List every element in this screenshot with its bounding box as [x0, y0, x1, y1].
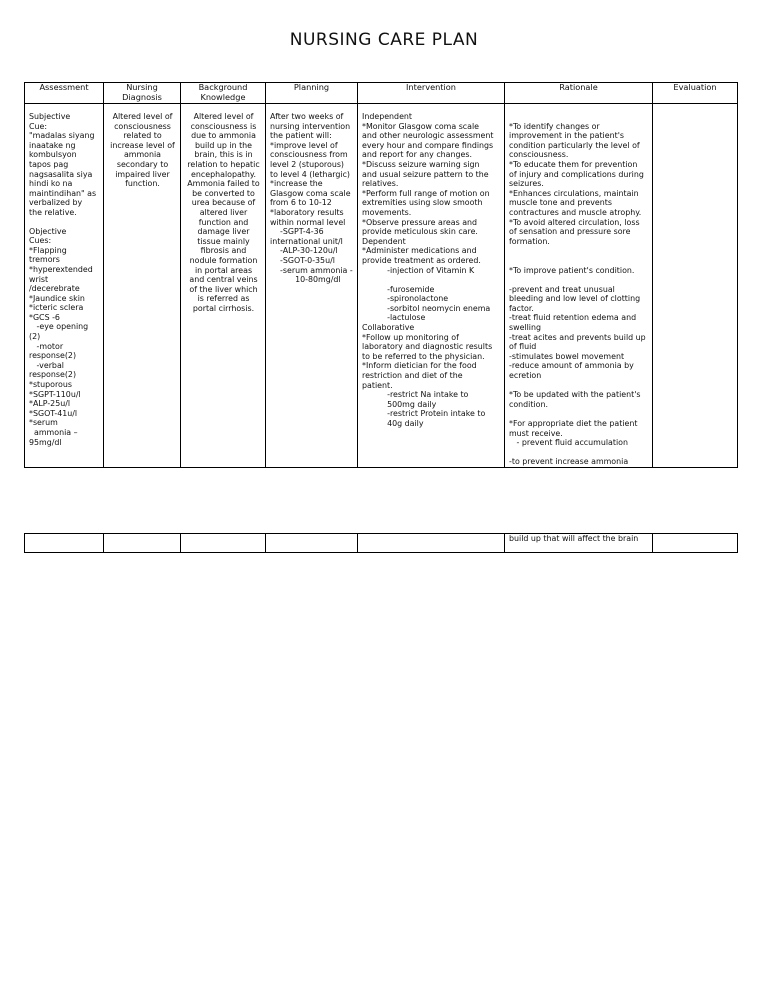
cell-assessment	[25, 104, 104, 468]
continuation-table	[24, 533, 738, 553]
header-nursing-diagnosis: Nursing Diagnosis	[104, 83, 181, 104]
header-background-knowledge: Background Knowledge	[181, 83, 266, 104]
cell-evaluation	[653, 104, 738, 468]
continuation-rationale: build up that will affect the brain	[505, 534, 653, 553]
assessment-subjective: Subjective Cue: "madalas siyang inaatake ng kombulsyon tapos pag nagsasalita siya hindi ko na maintindihan" as verbalized by the relative.	[29, 112, 97, 217]
assessment-objective: Objective Cues: *Flapping tremors *hyperextended wrist /decerebrate *Jaundice skin *icteric sclera *GCS -6 -eye opening (2) -motor response(2) -verbal response(2) *stuporous *SGPT-110u/l *ALP-25u/l *SGOT-41u/l *serum ammonia – 95mg/dl	[29, 226, 93, 447]
header-planning: Planning	[266, 83, 358, 104]
header-evaluation: Evaluation	[653, 83, 738, 104]
care-plan-table	[24, 82, 738, 468]
header-rationale: Rationale	[505, 83, 653, 104]
cell-intervention: Independent *Monitor Glasgow coma scale and other neurologic assessment every hour and compare findings and report for any changes. *Discuss seizure warning sign and usual seizure pattern to the relatives. *Perform full range of motion on extremities using slow smooth movements. *Observe pressure areas and provide meticulous skin care. Dependent *Administer medications and provide treatment as ordered. -injection of Vitamin K -furosemide -spironolactone -sorbitol neomycin enema -lactulose Collaborative *Follow up monitoring of laboratory and diagnostic results to be referred to the physician. *Inform dietician for the food restriction and diet of the patient. -restrict Na intake to 500mg daily -restrict Protein intake to 40g daily	[358, 104, 505, 468]
cell-planning: After two weeks of nursing intervention the patient will: *improve level of consciousness from level 2 (stuporous) to level 4 (lethargic) *increase the Glasgow coma scale from 6 to 10-12 *laboratory results within normal level -SGPT-4-36 international unit/l -ALP-30-120u/l -SGOT-0-35u/l -serum ammonia - 10-80mg/dl	[266, 104, 358, 468]
page-title: NURSING CARE PLAN	[289, 30, 479, 50]
header-intervention: Intervention	[358, 83, 505, 104]
cell-background-knowledge: Altered level of consciousness is due to ammonia build up in the brain, this is in relation to hepatic encephalopathy. Ammonia failed to be converted to urea because of altered liver function and damage liver tissue mainly fibrosis and nodule formation in portal areas and central veins of the liver which is referred as portal cirrhosis.	[181, 104, 266, 468]
cell-nursing-diagnosis: Altered level of consciousness related to increase level of ammonia secondary to impaired liver function.	[104, 104, 181, 468]
header-row	[25, 83, 738, 104]
table-row	[25, 104, 738, 468]
cell-rationale: *To identify changes or improvement in the patient's condition particularly the level of consciousness. *To educate them for prevention of injury and complications during seizures. *Enhances circulations, maintain muscle tone and prevents contractures and muscle atrophy. *To avoid altered circulation, loss of sensation and pressure sore formation. *To improve patient's condition. -prevent and treat unusual bleeding and low level of clotting factor. -treat fluid retention edema and swelling -treat acites and prevents build up of fluid -stimulates bowel movement -reduce amount of ammonia by ecretion *To be updated with the patient's condition. *For appropriate diet the patient must receive. - prevent fluid accumulation -to prevent increase ammonia	[505, 104, 653, 468]
table-row	[25, 534, 738, 553]
header-assessment: Assessment	[25, 83, 104, 104]
